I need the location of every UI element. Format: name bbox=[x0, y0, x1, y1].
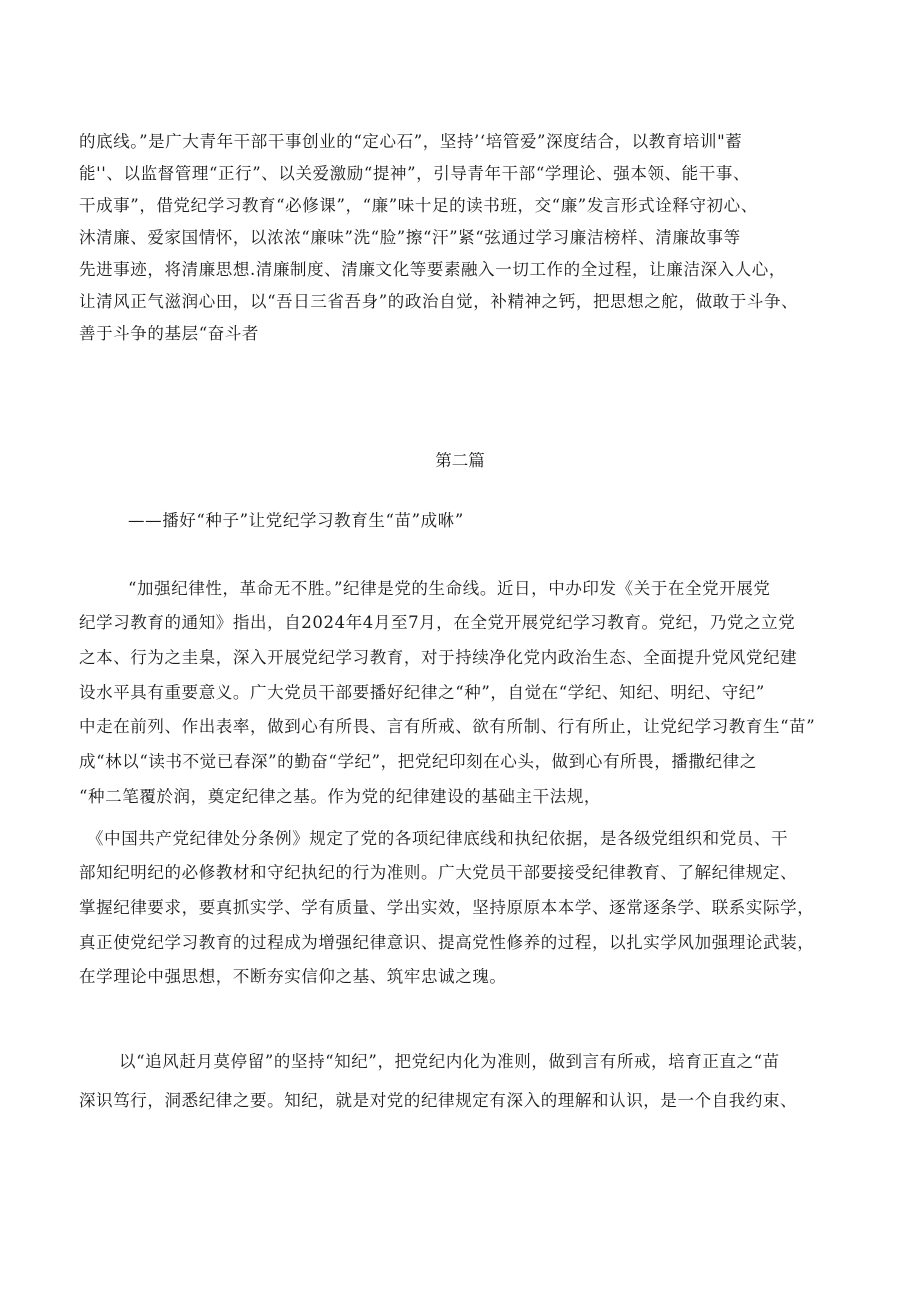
text-line: 纪学习教育的通知》指出，自2024年4月至7月，在全党开展党纪学习教育。党纪，乃党之立党 bbox=[79, 613, 796, 632]
text-line: 能''、以监督管理“正行”、以关爱激励“提神”，引导青年干部“学理论、强本领、能干事、 bbox=[79, 164, 751, 183]
text-line: 干成事”，借党纪学习教育“必修课”，“廉”味十足的读书班，交“廉”发言形式诠释守初心、 bbox=[79, 196, 758, 215]
text-line: “加强纪律性，革命无不胜。”纪律是党的生命线。近日，中办印发《关于在全党开展党 bbox=[128, 579, 771, 598]
text-line: 以“追风赶月莫停留”的坚持“知纪”，把党纪内化为准则，做到言有所戒，培育正直之“苗 bbox=[119, 1052, 780, 1071]
text-line: 部知纪明纪的必修教材和守纪执纪的行为准则。广大党员干部要接受纪律教育、了解纪律规定、 bbox=[79, 863, 798, 882]
text-line: 善于斗争的基层“奋斗者 bbox=[79, 324, 260, 343]
text-line: 设水平具有重要意义。广大党员干部要播好纪律之“种”，自觉在“学纪、知纪、明纪、守纪” bbox=[79, 683, 765, 702]
text-line: 《中国共产党纪律处分条例》规定了党的各项纪律底线和执纪依据，是各级党组织和党员、干 bbox=[87, 829, 789, 848]
text-line: 深识笃行，洞悉纪律之要。知纪，就是对党的纪律规定有深入的理解和认识，是一个自我约束、 bbox=[79, 1091, 798, 1110]
text-line: 先进事迹，将清廉思想.清廉制度、清廉文化等要素融入一切工作的全过程，让廉洁深入人心， bbox=[79, 260, 786, 279]
text-line: 掌握纪律要求，要真抓实学、学有质量、学出实效，坚持原原本本学、逐常逐条学、联系实际学， bbox=[79, 898, 815, 917]
text-line: 让清风正气滋润心田，以“吾日三省吾身”的政治自觉，补精神之钙，把思想之舵，做敢于斗争、 bbox=[79, 292, 799, 311]
text-line: 成“林以“读书不觉已春深”的勤奋“学纪”，把党纪印刻在心头，做到心有所畏，播撒纪律之 bbox=[79, 752, 757, 771]
text-line: 沐清廉、爱家国情怀，以浓浓“廉味”洗“脸”擦“汗”紧“弦通过学习廉洁榜样、清廉故事等 bbox=[79, 228, 741, 247]
section-title: 第二篇 bbox=[435, 451, 485, 470]
text-line: 之本、行为之圭臬，深入开展党纪学习教育，对于持续净化党内政治生态、全面提升党风党纪建 bbox=[79, 648, 798, 667]
text-line: 真正使党纪学习教育的过程成为增强纪律意识、提高党性修养的过程，以扎实学风加强理论武装， bbox=[79, 933, 815, 952]
section-subtitle: ——播好“种子”让党纪学习教育生“苗”成咻” bbox=[128, 511, 464, 530]
text-line: 中走在前列、作出表率，做到心有所畏、言有所戒、欲有所制、行有所止，让党纪学习教育生“苗” bbox=[79, 717, 816, 736]
text-line: “种二笔覆於润，奠定纪律之基。作为党的纪律建设的基础主干法规， bbox=[79, 787, 602, 806]
text-line: 在学理论中强思想，不断夯实信仰之基、筑牢忠诚之瑰。 bbox=[79, 967, 507, 986]
text-line: 的底线。”是广大青年干部干事创业的“定心石”，坚持’‘培管爱”深度结合，以教育培训"蓄 bbox=[79, 132, 743, 151]
